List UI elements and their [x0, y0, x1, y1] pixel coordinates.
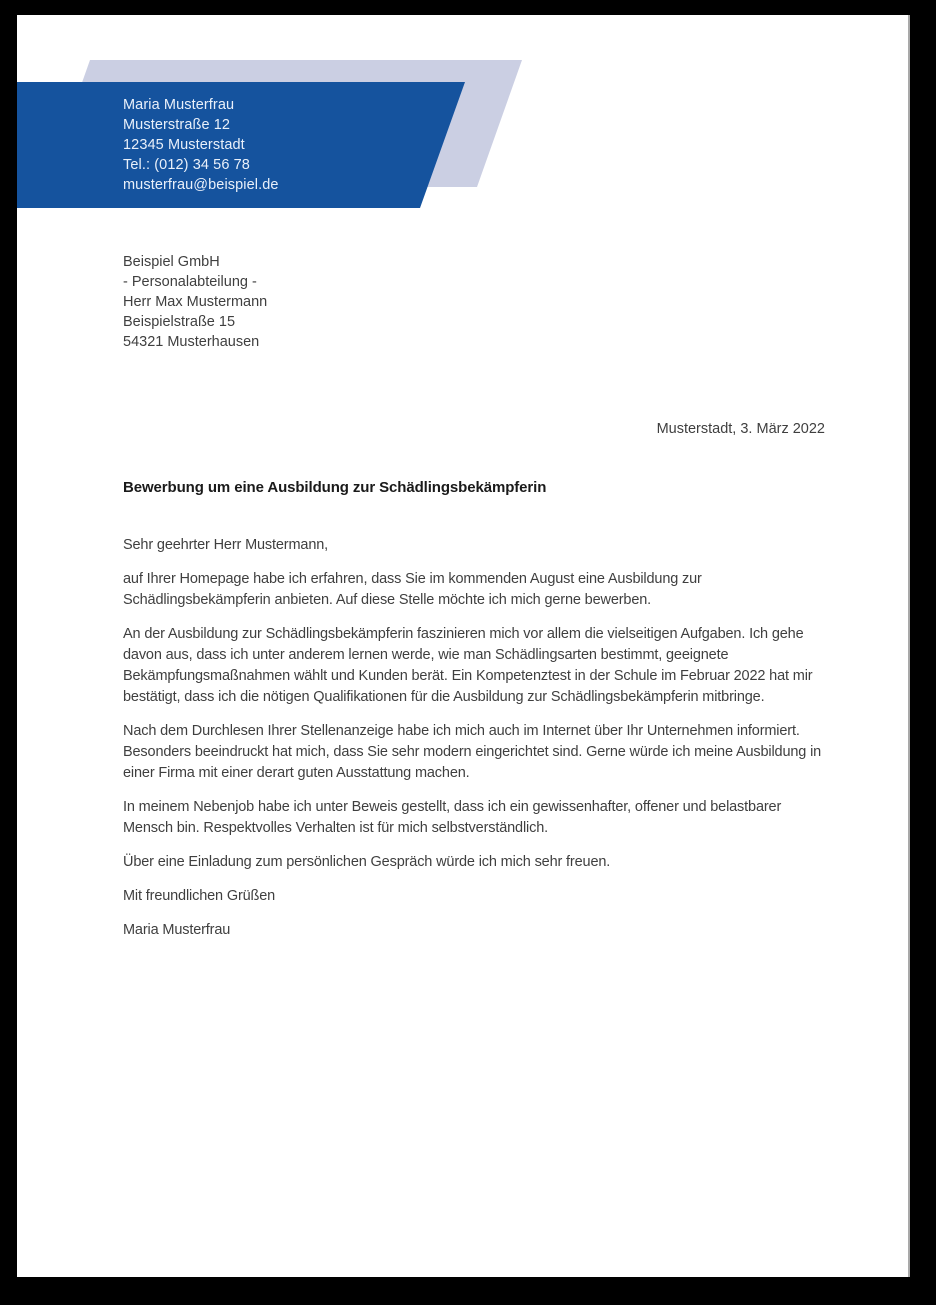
body-paragraph: auf Ihrer Homepage habe ich erfahren, dass Sie im kommenden August eine Ausbildung zur Schädlingsbekämpferin anbieten. Auf diese Stelle möchte ich mich gerne bewerben.: [123, 571, 702, 608]
recipient-block: [123, 252, 267, 352]
sender-street: Musterstraße 12: [123, 117, 231, 133]
sender-name: Maria Musterfrau: [123, 97, 235, 113]
body-paragraph: Über eine Einladung zum persönlichen Gespräch würde ich mich sehr freuen.: [123, 854, 611, 870]
closing-line: Mit freundlichen Grüßen: [123, 888, 276, 904]
body-paragraph: In meinem Nebenjob habe ich unter Beweis gestellt, dass ich ein gewissenhafter, offener und belastbarer Mensch bin. Respektvolles Verhalten ist für mich selbstverständlich.: [123, 799, 782, 836]
sender-phone: Tel.: (012) 34 56 78: [123, 157, 250, 173]
recipient-street: Beispielstraße 15: [123, 314, 236, 330]
recipient-company: Beispiel GmbH: [123, 254, 220, 270]
salutation: Sehr geehrter Herr Mustermann,: [123, 537, 329, 553]
letter-body: [123, 535, 825, 954]
subject-line: Bewerbung um eine Ausbildung zur Schädlingsbekämpferin: [123, 479, 547, 496]
sender-block: [123, 95, 279, 195]
recipient-contact: Herr Max Mustermann: [123, 294, 268, 310]
recipient-department: - Personalabteilung -: [123, 274, 257, 290]
date-line: Musterstadt, 3. März 2022: [656, 421, 825, 437]
body-paragraph: An der Ausbildung zur Schädlingsbekämpferin faszinieren mich vor allem die vielseitigen Aufgaben. Ich gehe davon aus, dass ich unter anderem lernen werde, wie man Schädlingsarten bestimmt, geeignete Bekämpfungsmaßnahmen wählt und Kunden berät. Ein Kompetenztest in der Schule im Februar 2022 hat mir bestätigt, dass ich die nötigen Qualifikationen für die Ausbildung zur Schädlingsbekämpferin mitbringe.: [123, 626, 813, 705]
signature-name: Maria Musterfrau: [123, 922, 231, 938]
recipient-city: 54321 Musterhausen: [123, 334, 260, 350]
letter-page: [17, 15, 910, 1277]
sender-city: 12345 Musterstadt: [123, 137, 245, 153]
sender-email: musterfrau@beispiel.de: [123, 177, 279, 193]
body-paragraph: Nach dem Durchlesen Ihrer Stellenanzeige habe ich mich auch im Internet über Ihr Unternehmen informiert. Besonders beeindruckt hat mich, dass Sie sehr modern eingerichtet sind. Gerne würde ich meine Ausbildung in einer Firma mit einer derart guten Ausstattung machen.: [123, 723, 822, 781]
